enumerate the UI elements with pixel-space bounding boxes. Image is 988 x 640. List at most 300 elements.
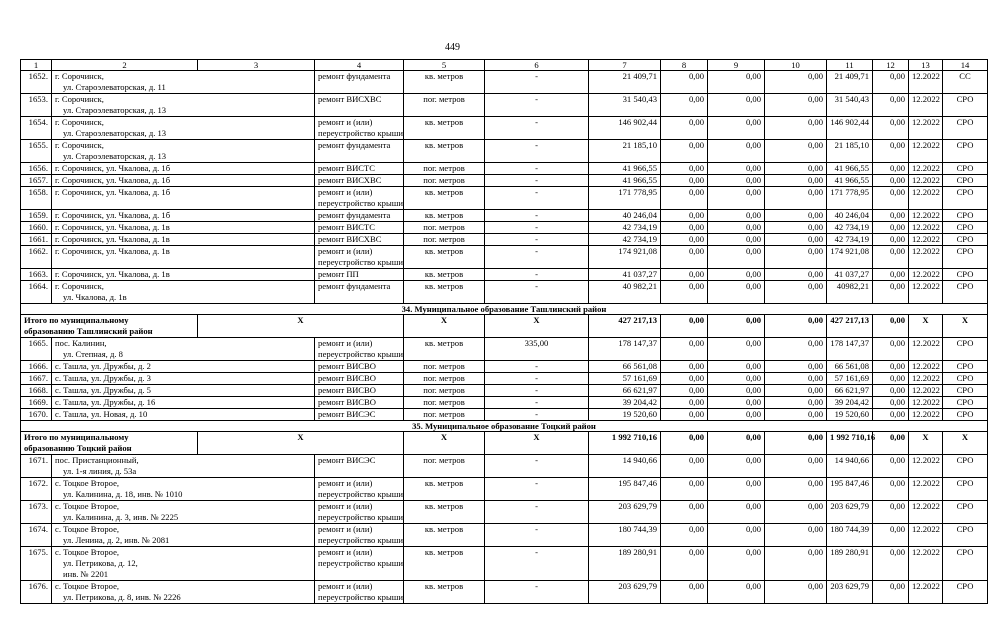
table-row — [21, 455, 988, 478]
value-col9: 0,00 — [708, 455, 765, 478]
value-col12: 0,00 — [873, 210, 909, 222]
value-col11: 66 561,08 — [827, 361, 873, 373]
value-col9: 0,00 — [708, 397, 765, 409]
cost-total: 31 540,43 — [589, 94, 661, 117]
work-type-cell — [315, 187, 404, 210]
value-col10: 0,00 — [765, 524, 827, 547]
section-title: 35. Муниципальное образование Тоцкий район — [21, 421, 988, 432]
column-header: 1 — [21, 60, 52, 71]
volume: - — [485, 581, 589, 604]
value-col12: 0,00 — [873, 455, 909, 478]
address-cell — [52, 222, 315, 234]
value-col12: 0,00 — [873, 246, 909, 269]
method: СРО — [943, 338, 988, 361]
total-value: X — [943, 432, 988, 455]
method: СРО — [943, 234, 988, 246]
value-col9: 0,00 — [708, 71, 765, 94]
method: СРО — [943, 269, 988, 281]
table-row — [21, 397, 988, 409]
value-col12: 0,00 — [873, 409, 909, 421]
cost-total: 41 037,27 — [589, 269, 661, 281]
work-type-line: ремонт ВИСВО — [318, 397, 376, 407]
method: СРО — [943, 94, 988, 117]
method: СРО — [943, 361, 988, 373]
value-col10: 0,00 — [765, 385, 827, 397]
volume: - — [485, 501, 589, 524]
cost-total: 195 847,46 — [589, 478, 661, 501]
table-row — [21, 385, 988, 397]
column-header: 6 — [485, 60, 589, 71]
row-number: 1652. — [21, 71, 52, 94]
value-col10: 0,00 — [765, 361, 827, 373]
work-type-line: ремонт и (или) — [318, 338, 373, 348]
section-title: 34. Муниципальное образование Ташлинский район — [21, 304, 988, 315]
volume: - — [485, 140, 589, 163]
address-line: инв. № 2201 — [63, 569, 109, 579]
cost-total: 40 246,04 — [589, 210, 661, 222]
unit: кв. метров — [404, 269, 485, 281]
work-type-cell — [315, 222, 404, 234]
address-cell — [52, 478, 315, 501]
address-cell — [52, 94, 315, 117]
deadline: 12.2022 — [909, 234, 943, 246]
work-type-line: ремонт фундамента — [318, 71, 391, 81]
value-col10: 0,00 — [765, 409, 827, 421]
work-type-cell — [315, 140, 404, 163]
row-number: 1675. — [21, 547, 52, 581]
work-type-line: ремонт ВИСВО — [318, 373, 376, 383]
value-col8: 0,00 — [661, 94, 708, 117]
total-label — [21, 315, 198, 338]
work-type-cell — [315, 246, 404, 269]
cost-total: 41 966,55 — [589, 175, 661, 187]
value-col9: 0,00 — [708, 163, 765, 175]
unit: кв. метров — [404, 210, 485, 222]
table-row — [21, 524, 988, 547]
unit: пог. метров — [404, 222, 485, 234]
value-col12: 0,00 — [873, 163, 909, 175]
column-header: 2 — [52, 60, 198, 71]
total-unit: X — [404, 315, 485, 338]
unit: кв. метров — [404, 478, 485, 501]
value-col11: 31 540,43 — [827, 94, 873, 117]
address-cell — [52, 397, 315, 409]
work-type-cell — [315, 117, 404, 140]
address-line: с. Тоцкое Второе, — [55, 501, 120, 511]
work-type-line: ремонт ВИСЭС — [318, 409, 376, 419]
row-number: 1661. — [21, 234, 52, 246]
value-col11: 66 621,97 — [827, 385, 873, 397]
address-line: г. Сорочинск, ул. Чкалова, д. 1б — [55, 187, 171, 197]
volume: - — [485, 281, 589, 304]
column-header: 12 — [873, 60, 909, 71]
address-line: г. Сорочинск, ул. Чкалова, д. 1в — [55, 222, 170, 232]
work-type-line: переустройство крыши — [318, 512, 403, 522]
value-col9: 0,00 — [708, 524, 765, 547]
value-col10: 0,00 — [765, 187, 827, 210]
work-type-cell — [315, 501, 404, 524]
value-col9: 0,00 — [708, 547, 765, 581]
total-unit: X — [404, 432, 485, 455]
table-row — [21, 163, 988, 175]
table-row — [21, 140, 988, 163]
total-label-line: образованию Ташлинский район — [24, 326, 153, 336]
value-col8: 0,00 — [661, 385, 708, 397]
volume: - — [485, 524, 589, 547]
value-col8: 0,00 — [661, 361, 708, 373]
unit: пог. метров — [404, 163, 485, 175]
value-col11: 189 280,91 — [827, 547, 873, 581]
address-cell — [52, 373, 315, 385]
work-type-line: переустройство крыши — [318, 558, 403, 568]
address-cell — [52, 210, 315, 222]
column-header: 7 — [589, 60, 661, 71]
cost-total: 180 744,39 — [589, 524, 661, 547]
address-line: ул. Петрикова, д. 8, инв. № 2226 — [63, 592, 181, 602]
value-col10: 0,00 — [765, 373, 827, 385]
value-col10: 0,00 — [765, 547, 827, 581]
value-col11: 19 520,60 — [827, 409, 873, 421]
value-col12: 0,00 — [873, 269, 909, 281]
address-line: ул. Степная, д. 8 — [63, 349, 123, 359]
unit: пог. метров — [404, 234, 485, 246]
work-type-cell — [315, 478, 404, 501]
address-line: г. Сорочинск, ул. Чкалова, д. 1в — [55, 269, 170, 279]
address-line: с. Тоцкое Второе, — [55, 524, 120, 534]
page-number: 449 — [445, 42, 460, 53]
total-volume: X — [485, 432, 589, 455]
volume: - — [485, 210, 589, 222]
method: СРО — [943, 281, 988, 304]
value-col9: 0,00 — [708, 581, 765, 604]
volume: - — [485, 222, 589, 234]
address-line: г. Сорочинск, — [55, 140, 104, 150]
unit: пог. метров — [404, 455, 485, 478]
deadline: 12.2022 — [909, 281, 943, 304]
address-cell — [52, 281, 315, 304]
address-line: с. Ташла, ул. Дружбы, д. 16 — [55, 397, 156, 407]
value-col10: 0,00 — [765, 163, 827, 175]
address-line: ул. Чкалова, д. 1в — [63, 292, 127, 302]
cost-total: 39 204,42 — [589, 397, 661, 409]
value-col9: 0,00 — [708, 94, 765, 117]
value-col10: 0,00 — [765, 175, 827, 187]
value-col9: 0,00 — [708, 140, 765, 163]
row-number: 1653. — [21, 94, 52, 117]
total-label-line: Итого по муниципальному — [24, 432, 129, 442]
cost-total: 19 520,60 — [589, 409, 661, 421]
cost-total: 21 409,71 — [589, 71, 661, 94]
address-line: ул. Староэлеваторская, д. 11 — [63, 82, 166, 92]
work-type-line: ремонт и (или) — [318, 547, 373, 557]
value-col11: 42 734,19 — [827, 222, 873, 234]
address-cell — [52, 338, 315, 361]
work-type-line: ремонт и (или) — [318, 187, 373, 197]
cost-total: 189 280,91 — [589, 547, 661, 581]
value-col8: 0,00 — [661, 246, 708, 269]
value-col11: 14 940,66 — [827, 455, 873, 478]
value-col11: 203 629,79 — [827, 501, 873, 524]
deadline: 12.2022 — [909, 94, 943, 117]
volume: - — [485, 269, 589, 281]
total-label-line: Итого по муниципальному — [24, 315, 129, 325]
work-type-line: ремонт ВИСТС — [318, 163, 376, 173]
cost-total: 174 921,08 — [589, 246, 661, 269]
value-col12: 0,00 — [873, 234, 909, 246]
cost-total: 57 161,69 — [589, 373, 661, 385]
address-line: г. Сорочинск, ул. Чкалова, д. 1в — [55, 234, 170, 244]
deadline: 12.2022 — [909, 222, 943, 234]
value-col11: 21 185,10 — [827, 140, 873, 163]
value-col12: 0,00 — [873, 71, 909, 94]
work-type-line: ремонт ВИСТС — [318, 222, 376, 232]
address-line: г. Сорочинск, ул. Чкалова, д. 1б — [55, 210, 171, 220]
total-row — [21, 315, 988, 338]
volume: - — [485, 234, 589, 246]
work-type-cell — [315, 581, 404, 604]
address-line: с. Тоцкое Второе, — [55, 478, 120, 488]
value-col11: 203 629,79 — [827, 581, 873, 604]
method: СС — [943, 71, 988, 94]
table-row — [21, 246, 988, 269]
row-number: 1676. — [21, 581, 52, 604]
volume: - — [485, 187, 589, 210]
address-line: ул. Калинина, д. 3, инв. № 2225 — [63, 512, 179, 522]
address-line: ул. Петрикова, д. 12, — [63, 558, 138, 568]
cost-total: 171 778,95 — [589, 187, 661, 210]
method: СРО — [943, 246, 988, 269]
row-number: 1674. — [21, 524, 52, 547]
value-col9: 0,00 — [708, 222, 765, 234]
work-type-cell — [315, 281, 404, 304]
unit: кв. метров — [404, 187, 485, 210]
work-type-cell — [315, 397, 404, 409]
work-type-line: переустройство крыши — [318, 257, 403, 267]
work-type-cell — [315, 455, 404, 478]
value-col10: 0,00 — [765, 455, 827, 478]
method: СРО — [943, 501, 988, 524]
row-number: 1655. — [21, 140, 52, 163]
unit: пог. метров — [404, 361, 485, 373]
method: СРО — [943, 478, 988, 501]
table-row — [21, 501, 988, 524]
method: СРО — [943, 373, 988, 385]
work-type-line: ремонт ВИСХВС — [318, 234, 382, 244]
column-header: 4 — [315, 60, 404, 71]
work-type-cell — [315, 234, 404, 246]
deadline: 12.2022 — [909, 455, 943, 478]
method: СРО — [943, 397, 988, 409]
deadline: 12.2022 — [909, 581, 943, 604]
unit: кв. метров — [404, 117, 485, 140]
table-row — [21, 281, 988, 304]
table-row — [21, 222, 988, 234]
method: СРО — [943, 175, 988, 187]
address-line: с. Ташла, ул. Новая, д. 10 — [55, 409, 148, 419]
method: СРО — [943, 140, 988, 163]
address-line: с. Тоцкое Второе, — [55, 547, 120, 557]
volume: - — [485, 117, 589, 140]
value-col8: 0,00 — [661, 501, 708, 524]
deadline: 12.2022 — [909, 397, 943, 409]
address-line: г. Сорочинск, ул. Чкалова, д. 1б — [55, 175, 171, 185]
unit: кв. метров — [404, 338, 485, 361]
work-type-cell — [315, 524, 404, 547]
row-number: 1654. — [21, 117, 52, 140]
value-col9: 0,00 — [708, 187, 765, 210]
work-type-line: ремонт и (или) — [318, 524, 373, 534]
table-row — [21, 71, 988, 94]
work-type-line: переустройство крыши — [318, 128, 403, 138]
work-type-line: переустройство крыши — [318, 489, 403, 499]
row-number: 1656. — [21, 163, 52, 175]
cost-total: 40 982,21 — [589, 281, 661, 304]
value-col12: 0,00 — [873, 373, 909, 385]
value-col10: 0,00 — [765, 397, 827, 409]
deadline: 12.2022 — [909, 409, 943, 421]
value-col10: 0,00 — [765, 94, 827, 117]
work-type-line: ремонт фундамента — [318, 281, 391, 291]
value-col8: 0,00 — [661, 222, 708, 234]
work-type-cell — [315, 269, 404, 281]
address-cell — [52, 71, 315, 94]
work-type-cell — [315, 338, 404, 361]
table-row — [21, 581, 988, 604]
value-col11: 41 037,27 — [827, 269, 873, 281]
value-col9: 0,00 — [708, 234, 765, 246]
method: СРО — [943, 222, 988, 234]
row-number: 1664. — [21, 281, 52, 304]
method: СРО — [943, 409, 988, 421]
unit: пог. метров — [404, 409, 485, 421]
cost-total: 21 185,10 — [589, 140, 661, 163]
column-header: 13 — [909, 60, 943, 71]
unit: кв. метров — [404, 281, 485, 304]
value-col9: 0,00 — [708, 210, 765, 222]
section-row — [21, 421, 988, 432]
value-col9: 0,00 — [708, 501, 765, 524]
unit: кв. метров — [404, 246, 485, 269]
deadline: 12.2022 — [909, 338, 943, 361]
address-cell — [52, 187, 315, 210]
value-col10: 0,00 — [765, 501, 827, 524]
row-number: 1668. — [21, 385, 52, 397]
value-col12: 0,00 — [873, 478, 909, 501]
work-type-line: переустройство крыши — [318, 592, 403, 602]
total-cost: 427 217,13 — [589, 315, 661, 338]
work-type-line: ремонт ВИСЭС — [318, 455, 376, 465]
value-col8: 0,00 — [661, 210, 708, 222]
row-number: 1659. — [21, 210, 52, 222]
value-col10: 0,00 — [765, 140, 827, 163]
value-col8: 0,00 — [661, 338, 708, 361]
row-number: 1670. — [21, 409, 52, 421]
deadline: 12.2022 — [909, 71, 943, 94]
table-row — [21, 478, 988, 501]
table-row — [21, 175, 988, 187]
deadline: 12.2022 — [909, 501, 943, 524]
value-col9: 0,00 — [708, 361, 765, 373]
section-row — [21, 304, 988, 315]
address-cell — [52, 361, 315, 373]
address-cell — [52, 524, 315, 547]
value-col12: 0,00 — [873, 187, 909, 210]
row-number: 1657. — [21, 175, 52, 187]
value-col10: 0,00 — [765, 269, 827, 281]
work-type-cell — [315, 175, 404, 187]
deadline: 12.2022 — [909, 385, 943, 397]
cost-total: 203 629,79 — [589, 581, 661, 604]
table-row — [21, 547, 988, 581]
method: СРО — [943, 524, 988, 547]
value-col12: 0,00 — [873, 140, 909, 163]
volume: - — [485, 455, 589, 478]
total-value: 0,00 — [661, 432, 708, 455]
work-type-line: ремонт и (или) — [318, 501, 373, 511]
value-col12: 0,00 — [873, 222, 909, 234]
address-cell — [52, 385, 315, 397]
deadline: 12.2022 — [909, 373, 943, 385]
work-type-line: ремонт ВИСВО — [318, 361, 376, 371]
work-type-line: ремонт и (или) — [318, 581, 373, 591]
deadline: 12.2022 — [909, 175, 943, 187]
deadline: 12.2022 — [909, 140, 943, 163]
address-cell — [52, 175, 315, 187]
value-col10: 0,00 — [765, 234, 827, 246]
value-col12: 0,00 — [873, 501, 909, 524]
address-line: ул. Староэлеваторская, д. 13 — [63, 105, 167, 115]
value-col9: 0,00 — [708, 373, 765, 385]
work-type-cell — [315, 210, 404, 222]
value-col8: 0,00 — [661, 581, 708, 604]
value-col8: 0,00 — [661, 373, 708, 385]
cost-total: 66 561,08 — [589, 361, 661, 373]
value-col11: 195 847,46 — [827, 478, 873, 501]
address-cell — [52, 163, 315, 175]
value-col10: 0,00 — [765, 71, 827, 94]
table-row — [21, 94, 988, 117]
cost-total: 178 147,37 — [589, 338, 661, 361]
work-type-line: переустройство крыши — [318, 198, 403, 208]
value-col8: 0,00 — [661, 117, 708, 140]
work-type-line: ремонт и (или) — [318, 246, 373, 256]
register-table — [20, 59, 988, 604]
unit: кв. метров — [404, 524, 485, 547]
value-col8: 0,00 — [661, 397, 708, 409]
value-col11: 178 147,37 — [827, 338, 873, 361]
work-type-cell — [315, 373, 404, 385]
value-col8: 0,00 — [661, 281, 708, 304]
row-number: 1671. — [21, 455, 52, 478]
total-value: X — [909, 432, 943, 455]
value-col8: 0,00 — [661, 478, 708, 501]
address-cell — [52, 246, 315, 269]
volume: 335,00 — [485, 338, 589, 361]
volume: - — [485, 175, 589, 187]
address-cell — [52, 269, 315, 281]
value-col11: 42 734,19 — [827, 234, 873, 246]
unit: кв. метров — [404, 581, 485, 604]
total-work-type: X — [198, 315, 404, 338]
volume: - — [485, 373, 589, 385]
work-type-cell — [315, 94, 404, 117]
total-value: 1 992 710,16 — [827, 432, 873, 455]
value-col10: 0,00 — [765, 478, 827, 501]
address-line: с. Тоцкое Второе, — [55, 581, 120, 591]
method: СРО — [943, 385, 988, 397]
address-cell — [52, 140, 315, 163]
volume: - — [485, 478, 589, 501]
